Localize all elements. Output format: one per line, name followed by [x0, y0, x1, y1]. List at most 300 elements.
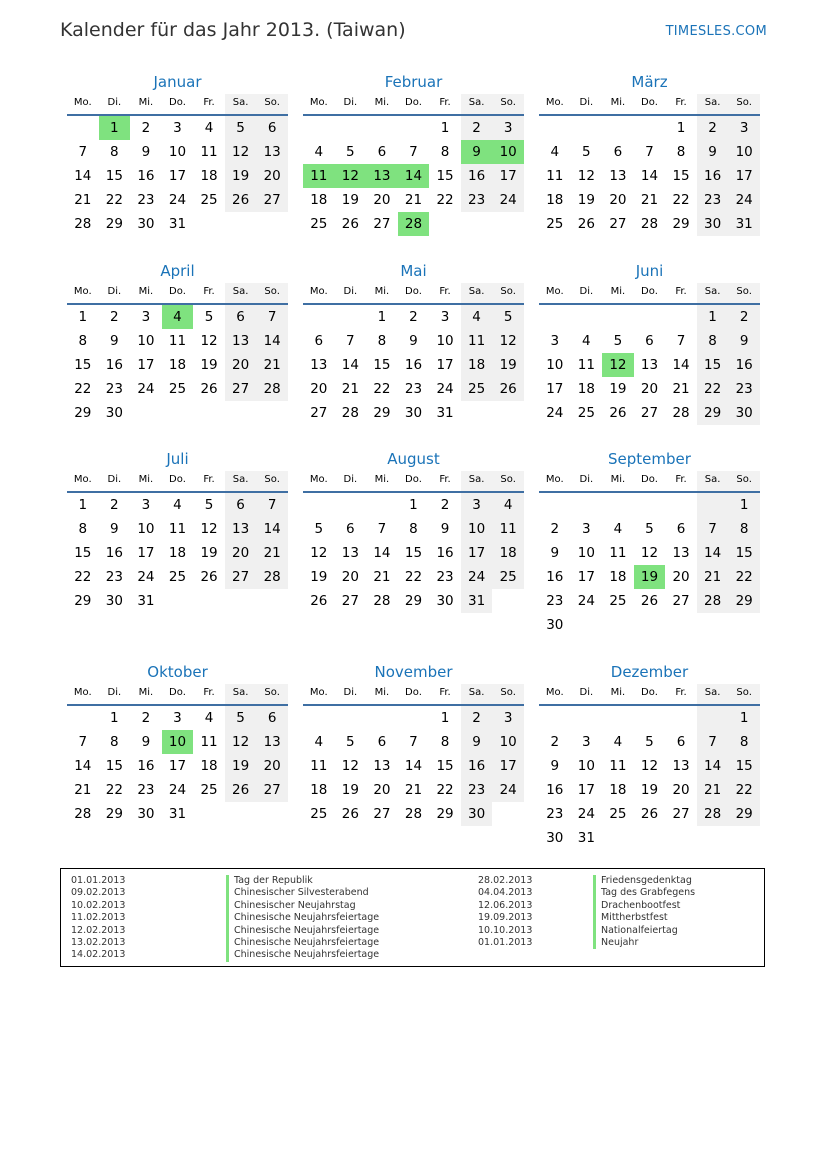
weekday-label: Mo.: [309, 687, 328, 698]
day-cell: 11: [200, 734, 218, 750]
month-title: Dezember: [610, 663, 689, 681]
week-row: [67, 329, 288, 353]
weekday-label: Mo.: [73, 286, 92, 297]
day-cell: 24: [492, 188, 524, 212]
week-row: [303, 188, 524, 212]
day-cell: 13: [225, 517, 257, 541]
weekday-label: Fr.: [675, 97, 687, 108]
day-cell: 20: [310, 381, 328, 397]
empty-day-cell: [602, 305, 634, 329]
day-cell: 20: [672, 782, 690, 798]
week-row: [303, 778, 524, 802]
weekday-label: Do.: [405, 286, 422, 297]
week-row: [539, 212, 760, 236]
holiday-day-cell: 10: [162, 730, 194, 754]
weekday-label: So.: [728, 684, 760, 704]
legend-holiday-date: 09.02.2013: [71, 887, 126, 899]
weekday-label: Mi.: [138, 286, 154, 297]
day-cell: 17: [577, 569, 595, 585]
weekday-label: Mo.: [545, 687, 564, 698]
day-cell: 9: [110, 521, 119, 537]
weekday-label: So.: [728, 283, 760, 303]
month-title: November: [374, 663, 453, 681]
day-cell: 2: [110, 497, 119, 513]
weekday-label: So.: [256, 94, 288, 114]
month-title: Juni: [635, 262, 664, 280]
day-cell: 17: [577, 782, 595, 798]
week-row: [303, 164, 524, 188]
day-cell: 6: [225, 493, 257, 517]
day-cell: 12: [200, 333, 218, 349]
day-cell: 9: [697, 140, 729, 164]
day-cell: 20: [609, 192, 627, 208]
weekday-header: [303, 471, 524, 493]
day-cell: 31: [728, 212, 760, 236]
day-cell: 24: [461, 565, 493, 589]
day-cell: 6: [314, 333, 324, 349]
day-cell: 22: [728, 565, 760, 589]
day-cell: 31: [137, 593, 155, 609]
day-cell: 10: [168, 144, 187, 160]
day-cell: 12: [492, 329, 524, 353]
empty-day-cell: [634, 826, 666, 850]
day-cell: 16: [697, 164, 729, 188]
day-cell: 14: [74, 758, 92, 774]
empty-day-cell: [634, 305, 666, 329]
day-cell: 3: [440, 309, 450, 325]
brand-link[interactable]: TIMESLES.COM: [665, 24, 767, 39]
day-cell: 27: [672, 593, 690, 609]
weekday-label: Sa.: [461, 283, 493, 303]
day-cell: 7: [697, 517, 729, 541]
day-cell: 26: [341, 806, 359, 822]
day-cell: 14: [697, 754, 729, 778]
empty-day-cell: [634, 493, 666, 517]
day-cell: 3: [492, 116, 524, 140]
weekday-label: Fr.: [203, 286, 215, 297]
day-cell: 30: [697, 212, 729, 236]
day-cell: 23: [105, 569, 123, 585]
day-cell: 16: [404, 357, 423, 373]
day-cell: 4: [173, 497, 182, 513]
week-row: [303, 802, 524, 826]
weekday-label: Mo.: [545, 286, 564, 297]
day-cell: 25: [200, 192, 218, 208]
day-cell: 7: [409, 144, 418, 160]
legend-holiday-name: Mittherbstfest: [593, 912, 695, 924]
day-cell: 6: [256, 116, 288, 140]
day-cell: 1: [110, 710, 119, 726]
month-juli: [67, 449, 288, 613]
day-cell: 5: [346, 144, 355, 160]
day-cell: 26: [492, 377, 524, 401]
legend-holiday-date: 01.01.2013: [71, 875, 126, 886]
day-cell: 27: [225, 377, 257, 401]
day-cell: 10: [137, 333, 155, 349]
empty-day-cell: [303, 493, 335, 517]
weekday-label: So.: [492, 684, 524, 704]
day-cell: 23: [137, 782, 155, 798]
day-cell: 6: [256, 706, 288, 730]
week-row: [67, 517, 288, 541]
empty-day-cell: [461, 212, 493, 236]
weekday-label: Di.: [579, 286, 594, 297]
holiday-day-cell: 9: [461, 140, 493, 164]
day-cell: 19: [225, 164, 257, 188]
week-row: [539, 802, 760, 826]
empty-day-cell: [366, 116, 398, 140]
day-cell: 22: [105, 782, 123, 798]
weekday-header: [539, 94, 760, 116]
day-cell: 5: [314, 521, 324, 537]
day-cell: 18: [609, 782, 627, 798]
holiday-legend: [60, 868, 765, 967]
day-cell: 11: [168, 521, 187, 537]
empty-day-cell: [492, 802, 524, 826]
day-cell: 19: [310, 569, 328, 585]
day-cell: 26: [640, 806, 659, 822]
empty-day-cell: [539, 706, 571, 730]
day-cell: 28: [672, 405, 690, 421]
day-cell: 4: [314, 144, 324, 160]
day-cell: 18: [577, 381, 595, 397]
day-cell: 5: [346, 734, 355, 750]
day-cell: 14: [672, 357, 690, 373]
weekday-label: Sa.: [461, 684, 493, 704]
day-cell: 12: [225, 730, 257, 754]
month-title: Mai: [400, 262, 427, 280]
week-row: [539, 754, 760, 778]
day-cell: 7: [256, 305, 288, 329]
day-cell: 1: [697, 305, 729, 329]
day-cell: 15: [697, 353, 729, 377]
day-cell: 14: [341, 357, 359, 373]
weekday-label: Di.: [107, 474, 122, 485]
day-cell: 14: [404, 758, 423, 774]
weekday-header: [303, 94, 524, 116]
day-cell: 1: [78, 497, 88, 513]
day-cell: 5: [225, 706, 257, 730]
empty-day-cell: [398, 706, 430, 730]
weekday-label: Do.: [405, 687, 422, 698]
weekday-label: Do.: [169, 97, 186, 108]
day-cell: 7: [697, 730, 729, 754]
day-cell: 29: [436, 806, 454, 822]
empty-day-cell: [256, 802, 288, 826]
day-cell: 27: [256, 188, 288, 212]
weekday-label: Do.: [405, 474, 422, 485]
day-cell: 18: [200, 758, 218, 774]
legend-holiday-name: Chinesischer Silvesterabend: [226, 887, 379, 899]
month-februar: [303, 72, 524, 236]
day-cell: 1: [728, 706, 760, 730]
empty-day-cell: [571, 613, 603, 637]
day-cell: 1: [440, 710, 450, 726]
day-cell: 3: [582, 734, 591, 750]
day-cell: 18: [492, 541, 524, 565]
day-cell: 8: [110, 144, 119, 160]
week-row: [539, 730, 760, 754]
day-cell: 30: [546, 617, 564, 633]
empty-day-cell: [492, 589, 524, 613]
day-cell: 5: [613, 333, 623, 349]
day-cell: 2: [697, 116, 729, 140]
weekday-label: Sa.: [225, 94, 257, 114]
day-cell: 21: [341, 381, 359, 397]
day-cell: 12: [200, 521, 218, 537]
day-cell: 22: [436, 192, 454, 208]
week-row: [67, 305, 288, 329]
day-cell: 7: [346, 333, 355, 349]
day-cell: 15: [105, 758, 123, 774]
day-cell: 13: [373, 758, 391, 774]
day-cell: 1: [440, 120, 450, 136]
day-cell: 28: [256, 377, 288, 401]
week-row: [67, 589, 288, 613]
day-cell: 30: [461, 802, 493, 826]
week-row: [67, 730, 288, 754]
day-cell: 5: [225, 116, 257, 140]
day-cell: 15: [672, 168, 690, 184]
weekday-label: Sa.: [225, 471, 257, 491]
week-row: [539, 706, 760, 730]
week-row: [303, 305, 524, 329]
weekday-label: So.: [728, 94, 760, 114]
day-cell: 29: [373, 405, 391, 421]
day-cell: 16: [546, 569, 564, 585]
legend-holiday-date: 19.09.2013: [478, 912, 533, 924]
day-cell: 7: [78, 734, 88, 750]
day-cell: 8: [697, 329, 729, 353]
day-cell: 31: [436, 405, 454, 421]
day-cell: 22: [74, 569, 92, 585]
day-cell: 17: [436, 357, 454, 373]
day-cell: 29: [728, 802, 760, 826]
week-row: [539, 401, 760, 425]
day-cell: 9: [141, 144, 151, 160]
week-row: [67, 188, 288, 212]
weekday-label: Mi.: [138, 97, 154, 108]
day-cell: 9: [409, 333, 418, 349]
day-cell: 26: [200, 381, 218, 397]
legend-holiday-date: 04.04.2013: [478, 887, 533, 899]
month-title: Oktober: [147, 663, 208, 681]
day-cell: 27: [373, 216, 391, 232]
legend-right-dates: [478, 875, 532, 949]
day-cell: 19: [341, 192, 359, 208]
week-row: [539, 329, 760, 353]
weekday-label: Mo.: [545, 97, 564, 108]
empty-day-cell: [634, 613, 666, 637]
day-cell: 4: [582, 333, 591, 349]
day-cell: 28: [256, 565, 288, 589]
empty-day-cell: [303, 706, 335, 730]
day-cell: 3: [141, 309, 151, 325]
weekday-label: Di.: [343, 474, 358, 485]
day-cell: 7: [676, 333, 686, 349]
month-mai: [303, 261, 524, 425]
weekday-label: Di.: [107, 687, 122, 698]
week-row: [67, 565, 288, 589]
empty-day-cell: [256, 401, 288, 425]
day-cell: 21: [373, 569, 391, 585]
day-cell: 15: [373, 357, 391, 373]
legend-right-names: [593, 875, 695, 949]
week-row: [303, 329, 524, 353]
empty-day-cell: [225, 802, 257, 826]
empty-day-cell: [256, 589, 288, 613]
empty-day-cell: [602, 706, 634, 730]
day-cell: 20: [256, 754, 288, 778]
legend-holiday-date: 01.01.2013: [478, 936, 533, 948]
day-cell: 12: [225, 140, 257, 164]
day-cell: 8: [728, 730, 760, 754]
day-cell: 19: [492, 353, 524, 377]
day-cell: 24: [492, 778, 524, 802]
empty-day-cell: [571, 706, 603, 730]
day-cell: 25: [310, 216, 328, 232]
week-row: [303, 493, 524, 517]
weekday-label: Do.: [169, 687, 186, 698]
day-cell: 14: [74, 168, 92, 184]
day-cell: 10: [546, 357, 564, 373]
day-cell: 7: [256, 493, 288, 517]
day-cell: 17: [137, 357, 155, 373]
weekday-label: Di.: [107, 97, 122, 108]
week-row: [539, 565, 760, 589]
day-cell: 22: [436, 782, 454, 798]
day-cell: 12: [577, 168, 595, 184]
week-row: [539, 613, 760, 637]
week-row: [303, 116, 524, 140]
day-cell: 29: [74, 405, 92, 421]
day-cell: 23: [137, 192, 155, 208]
day-cell: 5: [582, 144, 591, 160]
day-cell: 2: [141, 120, 151, 136]
day-cell: 23: [546, 806, 564, 822]
week-row: [303, 212, 524, 236]
day-cell: 19: [225, 754, 257, 778]
day-cell: 2: [461, 116, 493, 140]
day-cell: 11: [546, 168, 564, 184]
day-cell: 23: [461, 778, 493, 802]
weekday-label: So.: [492, 471, 524, 491]
weekday-label: Mo.: [73, 687, 92, 698]
day-cell: 30: [404, 405, 423, 421]
week-row: [539, 541, 760, 565]
empty-day-cell: [697, 493, 729, 517]
week-row: [539, 164, 760, 188]
week-row: [539, 517, 760, 541]
weekday-label: Fr.: [439, 474, 451, 485]
day-cell: 16: [728, 353, 760, 377]
month-title: April: [160, 262, 195, 280]
weekday-label: Fr.: [439, 286, 451, 297]
day-cell: 11: [609, 758, 627, 774]
day-cell: 10: [492, 730, 524, 754]
weekday-label: So.: [492, 283, 524, 303]
day-cell: 28: [74, 216, 92, 232]
weekday-label: Sa.: [461, 94, 493, 114]
week-row: [67, 353, 288, 377]
day-cell: 22: [404, 569, 423, 585]
day-cell: 8: [110, 734, 119, 750]
day-cell: 8: [377, 333, 387, 349]
day-cell: 2: [110, 309, 119, 325]
week-row: [303, 401, 524, 425]
week-row: [303, 754, 524, 778]
empty-day-cell: [67, 706, 99, 730]
day-cell: 6: [346, 521, 355, 537]
day-cell: 17: [168, 168, 187, 184]
empty-day-cell: [539, 116, 571, 140]
empty-day-cell: [130, 401, 162, 425]
day-cell: 1: [78, 309, 88, 325]
weekday-label: Di.: [579, 97, 594, 108]
day-cell: 27: [640, 405, 659, 421]
day-cell: 6: [377, 144, 387, 160]
empty-day-cell: [665, 826, 697, 850]
day-cell: 24: [546, 405, 564, 421]
day-cell: 8: [440, 734, 450, 750]
day-cell: 26: [640, 593, 659, 609]
day-cell: 26: [310, 593, 328, 609]
empty-day-cell: [67, 116, 99, 140]
day-cell: 28: [373, 593, 391, 609]
weekday-label: Sa.: [697, 684, 729, 704]
legend-holiday-name: Drachenbootfest: [593, 900, 695, 912]
day-cell: 14: [256, 517, 288, 541]
day-cell: 29: [728, 589, 760, 613]
day-cell: 7: [78, 144, 88, 160]
holiday-day-cell: 12: [602, 353, 634, 377]
day-cell: 20: [640, 381, 659, 397]
week-row: [303, 353, 524, 377]
day-cell: 22: [373, 381, 391, 397]
day-cell: 21: [256, 353, 288, 377]
month-januar: [67, 72, 288, 236]
day-cell: 18: [168, 545, 187, 561]
day-cell: 3: [173, 120, 182, 136]
day-cell: 25: [609, 806, 627, 822]
weekday-label: Do.: [641, 286, 658, 297]
day-cell: 18: [609, 569, 627, 585]
legend-holiday-date: 10.10.2013: [478, 924, 533, 936]
legend-holiday-name: Friedensgedenktag: [593, 875, 695, 887]
day-cell: 19: [200, 357, 218, 373]
empty-day-cell: [193, 802, 225, 826]
day-cell: 30: [728, 401, 760, 425]
day-cell: 27: [256, 778, 288, 802]
day-cell: 3: [728, 116, 760, 140]
day-cell: 16: [461, 754, 493, 778]
weekday-label: Do.: [641, 687, 658, 698]
day-cell: 11: [200, 144, 218, 160]
week-row: [67, 140, 288, 164]
day-cell: 26: [225, 188, 257, 212]
week-row: [539, 188, 760, 212]
day-cell: 13: [640, 357, 659, 373]
legend-holiday-name: Tag des Grabfegens: [593, 887, 695, 899]
empty-day-cell: [366, 493, 398, 517]
weekday-label: Sa.: [461, 471, 493, 491]
weekday-label: So.: [728, 471, 760, 491]
day-cell: 23: [404, 381, 423, 397]
day-cell: 4: [492, 493, 524, 517]
day-cell: 14: [256, 329, 288, 353]
day-cell: 24: [137, 569, 155, 585]
week-row: [539, 493, 760, 517]
